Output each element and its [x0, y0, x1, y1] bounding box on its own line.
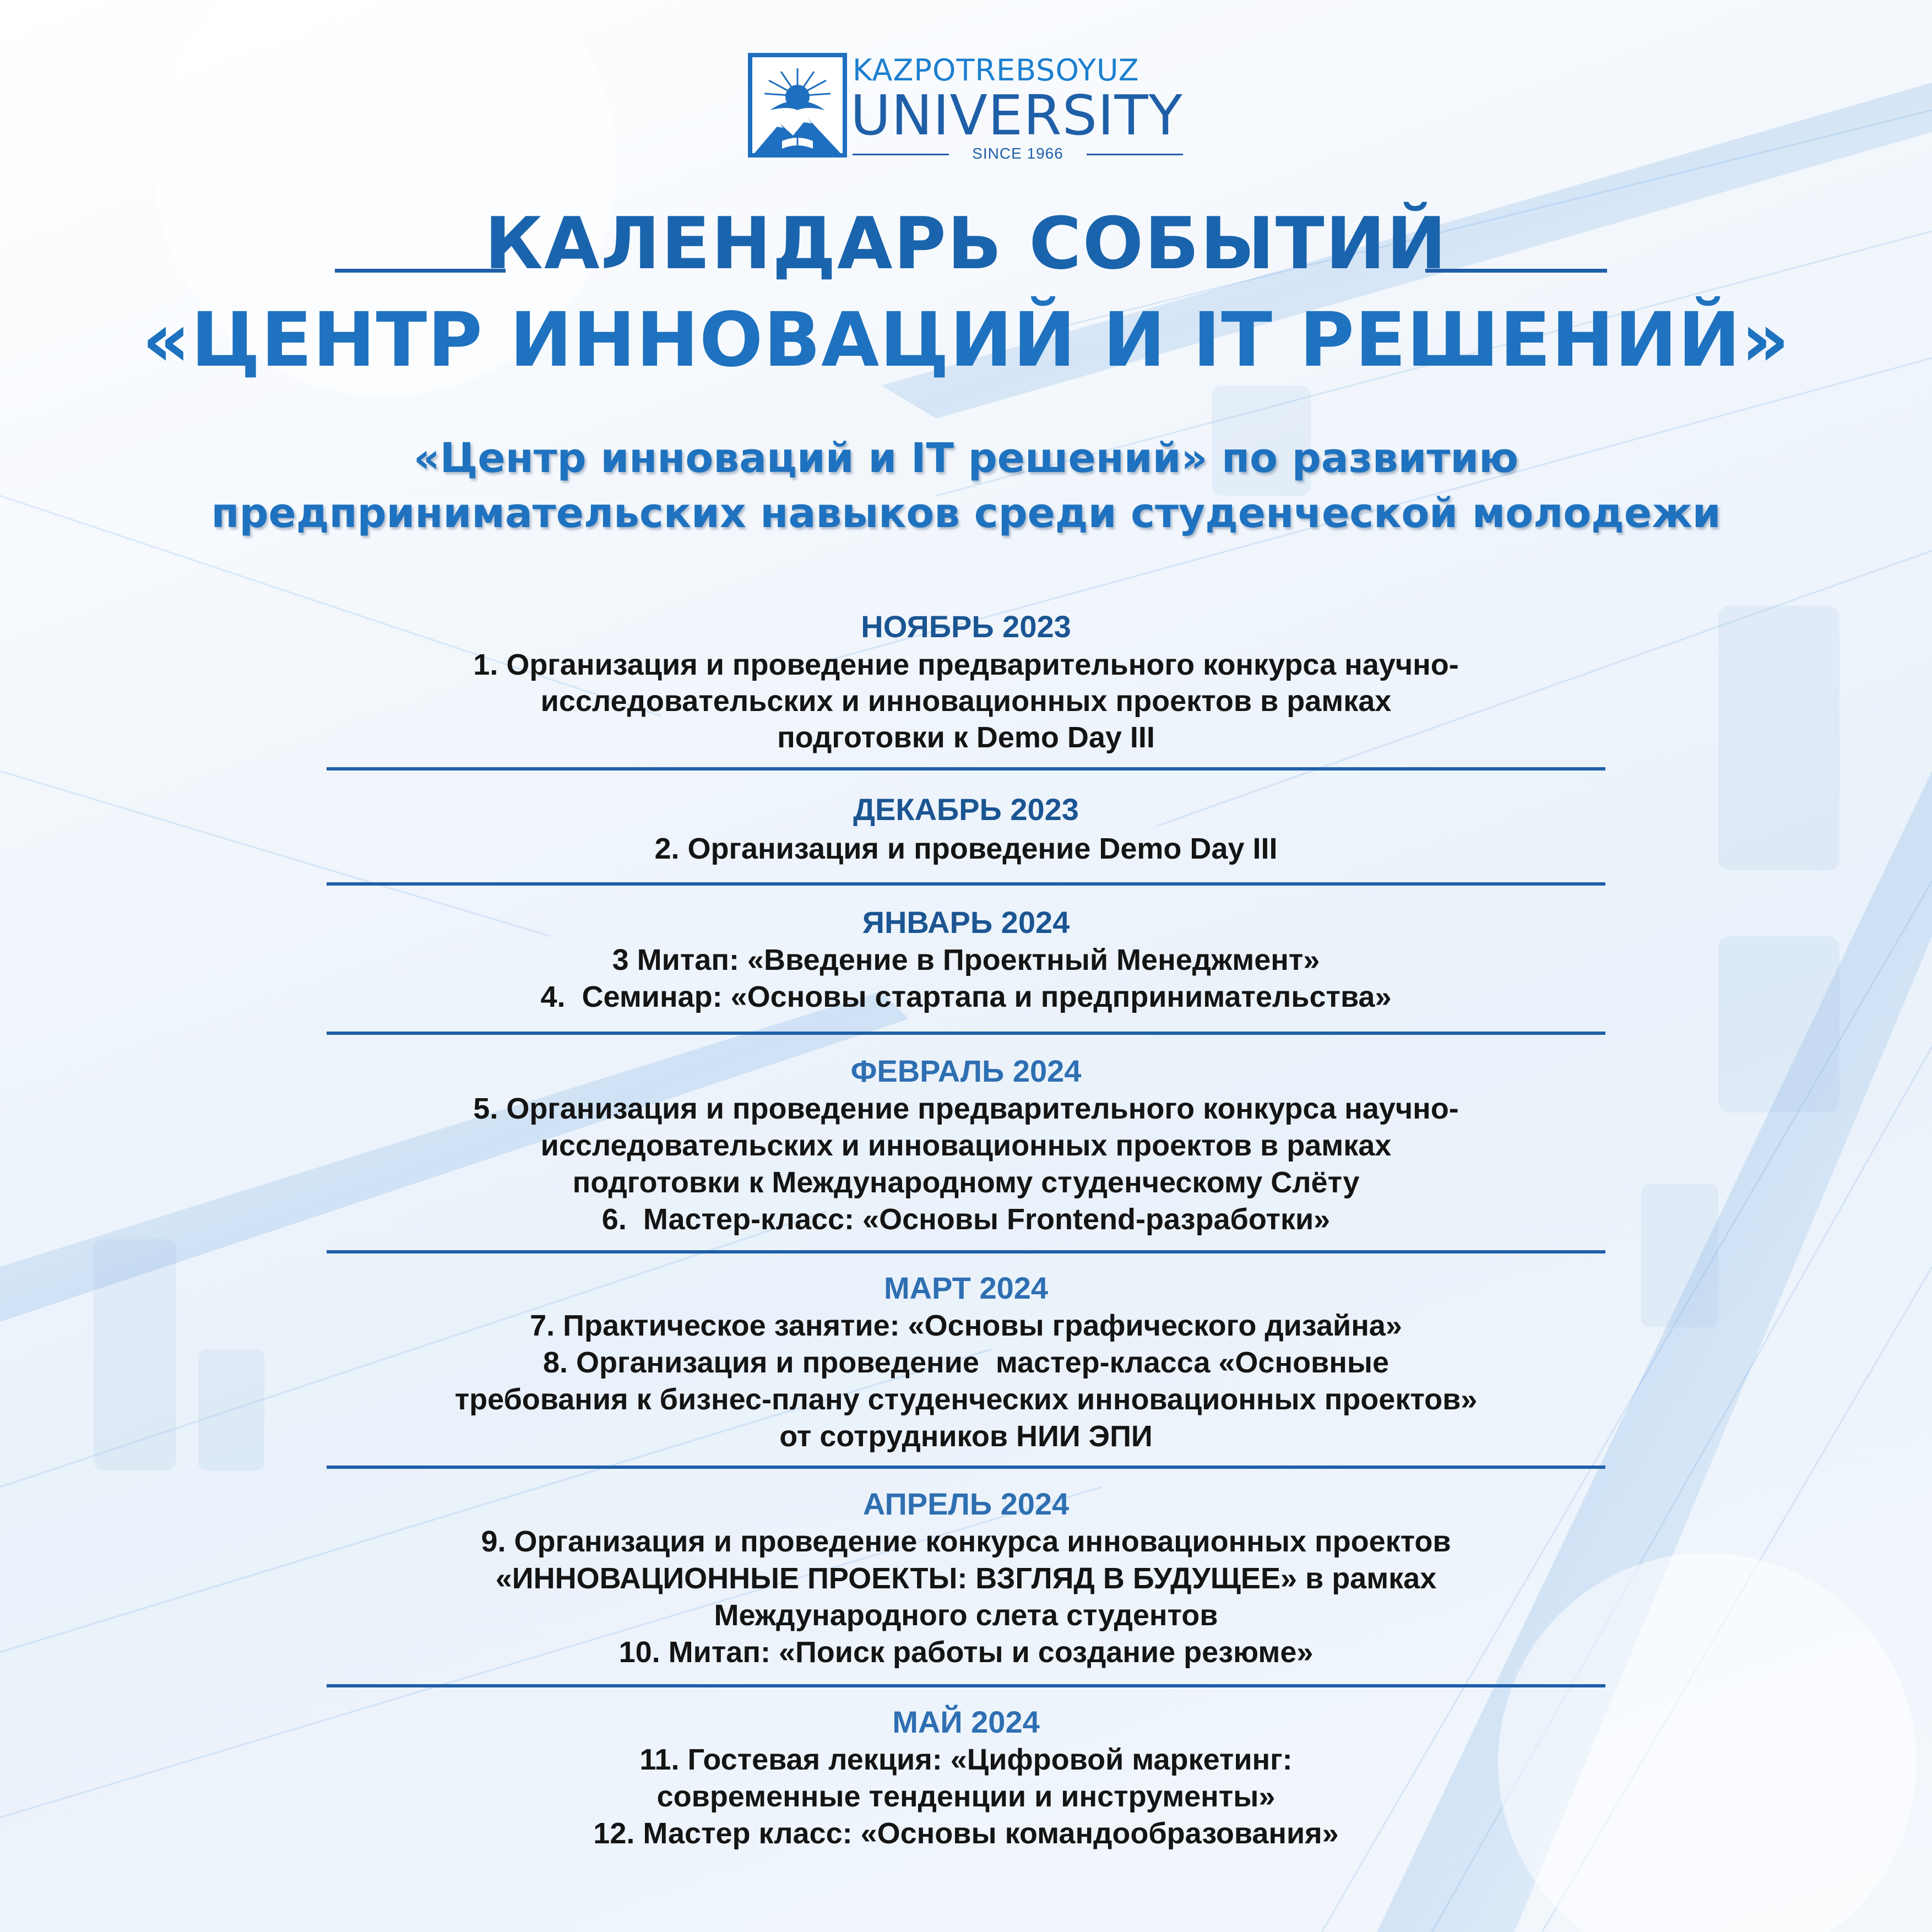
- event-line: 2. Организация и проведение Demo Day III: [654, 832, 1278, 865]
- event-line: «ИННОВАЦИОННЫЕ ПРОЕКТЫ: ВЗГЛЯД В БУДУЩЕЕ» в рамках: [495, 1562, 1437, 1595]
- month-separator: [327, 1250, 1605, 1253]
- subtitle-line-2: предпринимательских навыков среди студенческой молодежи: [211, 490, 1721, 537]
- event-line: подготовки к Demo Day III: [777, 721, 1155, 754]
- month-separator: [327, 1466, 1605, 1469]
- month-heading-november-2023: НОЯБРЬ 2023: [861, 609, 1071, 644]
- event-line: 12. Мастер класс: «Основы командообразования»: [593, 1817, 1339, 1850]
- month-heading-december-2023: ДЕКАБРЬ 2023: [853, 792, 1079, 827]
- event-line: 4. Семинар: «Основы стартапа и предпринимательства»: [540, 980, 1392, 1013]
- university-emblem-icon: [748, 53, 847, 158]
- event-line: 9. Организация и проведение конкурса инновационных проектов: [481, 1525, 1451, 1558]
- event-line: 3 Митап: «Введение в Проектный Менеджмент»: [612, 943, 1320, 976]
- university-logo: [748, 53, 1183, 163]
- logo-since-rule-left: [853, 154, 949, 155]
- month-separator: [327, 1684, 1605, 1687]
- event-line: подготовки к Международному студенческому Слёту: [572, 1166, 1360, 1199]
- event-line: Международного слета студентов: [714, 1599, 1218, 1632]
- event-line: 11. Гостевая лекция: «Цифровой маркетинг:: [639, 1743, 1293, 1776]
- event-line: 6. Мастер-класс: «Основы Frontend-разработки»: [601, 1203, 1331, 1236]
- page-title-line-1: КАЛЕНДАРЬ СОБЫТИЙ: [484, 202, 1448, 285]
- logo-line-kazpotrebsoyuz: KAZPOTREBSOYUZ: [853, 53, 1139, 88]
- logo-since-rule-right: [1087, 154, 1183, 155]
- logo-since-text: SINCE 1966: [972, 145, 1063, 162]
- event-line: исследовательских и инновационных проектов в рамках: [540, 1129, 1392, 1162]
- month-separator: [327, 1032, 1605, 1035]
- month-separator: [327, 882, 1605, 886]
- event-line: от сотрудников НИИ ЭПИ: [779, 1420, 1153, 1453]
- month-separator: [327, 767, 1605, 770]
- event-line: исследовательских и инновационных проектов в рамках: [540, 685, 1392, 718]
- page-title-line-2: «ЦЕНТР ИННОВАЦИЙ И IT РЕШЕНИЙ»: [142, 297, 1790, 384]
- logo-line-university: UNIVERSITY: [850, 83, 1183, 148]
- event-line: 10. Митап: «Поиск работы и создание резюме»: [618, 1636, 1314, 1669]
- event-line: 7. Практическое занятие: «Основы графического дизайна»: [530, 1309, 1402, 1342]
- month-heading-april-2024: АПРЕЛЬ 2024: [862, 1486, 1070, 1521]
- event-line: 8. Организация и проведение мастер-класса «Основные: [542, 1346, 1390, 1379]
- subtitle-line-1: «Центр инноваций и IT решений» по развитию: [413, 435, 1519, 482]
- event-line: современные тенденции и инструменты»: [656, 1780, 1276, 1813]
- month-heading-january-2024: ЯНВАРЬ 2024: [862, 905, 1070, 940]
- logo-since-row: [853, 144, 1183, 163]
- month-heading-may-2024: МАЙ 2024: [892, 1705, 1040, 1739]
- month-heading-march-2024: МАРТ 2024: [883, 1271, 1049, 1305]
- month-heading-february-2024: ФЕВРАЛЬ 2024: [850, 1054, 1082, 1088]
- event-line: 5. Организация и проведение предварительного конкурса научно-: [473, 1092, 1459, 1125]
- event-line: требования к бизнес-плану студенческих инновационных проектов»: [454, 1383, 1478, 1416]
- event-line: 1. Организация и проведение предварительного конкурса научно-: [473, 648, 1459, 681]
